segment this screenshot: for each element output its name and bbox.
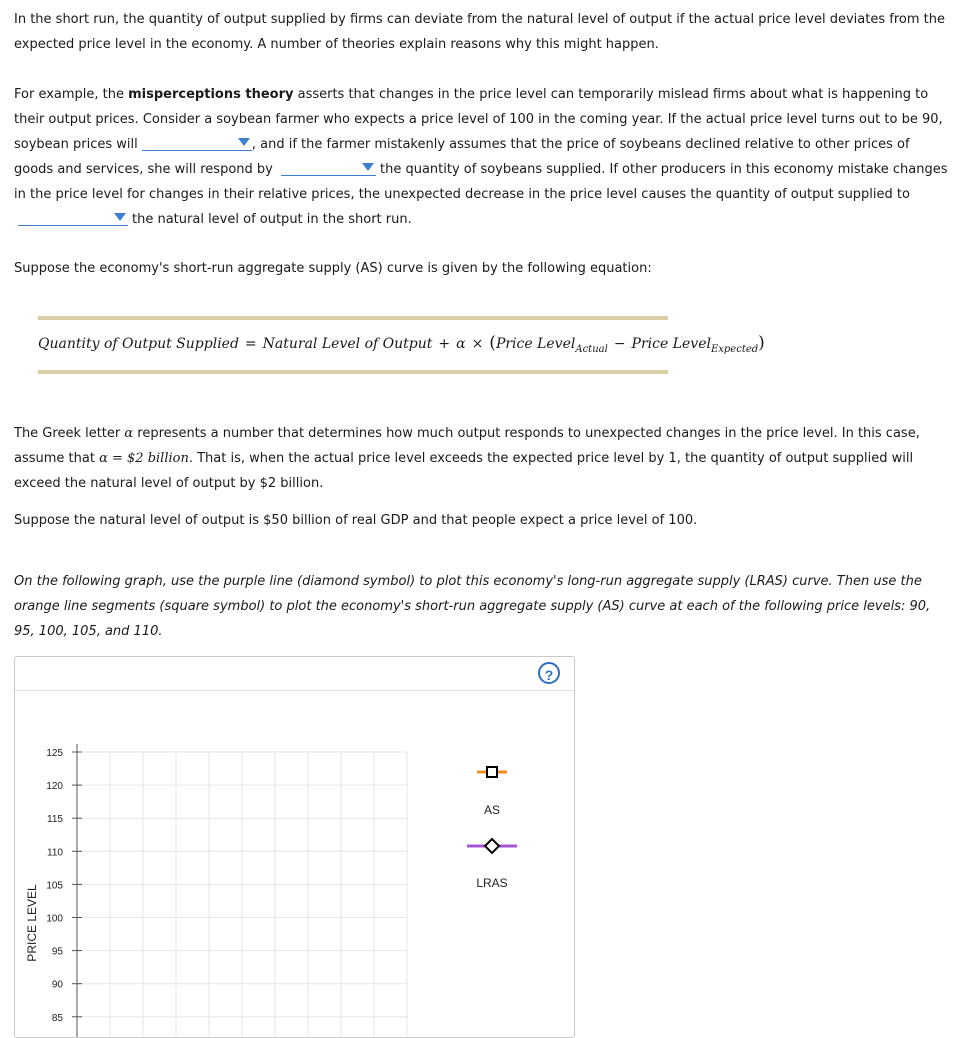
example-text-1: For example, the	[14, 87, 129, 102]
equation-close-paren: )	[758, 333, 765, 353]
equation-plus: +	[438, 336, 451, 352]
equation-alpha: α	[456, 336, 466, 352]
intro-paragraph: In the short run, the quantity of output supplied by firms can deviate from the natural level of output if the actual price level deviates from the expected price level in the economy. A number of theories explain reasons why this might happen.	[14, 12, 945, 52]
question-circle-icon[interactable]: ?	[538, 662, 560, 684]
output-supplied-dropdown[interactable]	[18, 209, 128, 226]
equation-expected-sub: Expected	[710, 343, 759, 355]
alpha-text-1: The Greek letter	[14, 426, 125, 441]
equation-bottom-rule	[38, 370, 668, 374]
soybean-prices-dropdown[interactable]	[142, 134, 252, 151]
legend-as-label: AS	[483, 803, 501, 817]
misperceptions-paragraph	[14, 82, 949, 232]
equation-minus: −	[613, 336, 626, 352]
as-curve-intro: Suppose the economy's short-run aggregate supply (AS) curve is given by the following equation:	[14, 261, 652, 276]
y-tick-label: 90	[51, 979, 63, 991]
y-tick-label: 120	[46, 781, 63, 793]
example-text-5: the natural level of output in the short run.	[132, 212, 412, 227]
farmer-response-dropdown[interactable]	[281, 159, 376, 176]
equation-actual-sub: Actual	[575, 343, 608, 355]
chart-grid	[77, 752, 407, 1037]
y-tick-label: 115	[47, 814, 63, 826]
example-text-4: the quantity of soybeans supplied. If other producers in this economy mistake changes in the price level for changes in their relative prices, the unexpected decrease in the price level causes the quantity of output supplied to	[14, 162, 948, 202]
equation-open-paren: (	[489, 333, 496, 353]
graph-panel	[14, 656, 575, 1038]
y-tick-label: 95	[51, 946, 63, 958]
alpha-symbol: α	[124, 426, 134, 441]
alpha-text-2: represents a number that determines how much output responds to unexpected changes in the price level. In this case, assume that	[14, 426, 920, 466]
alpha-paragraph	[14, 421, 949, 496]
chevron-down-icon	[114, 213, 126, 221]
equation-times: ×	[471, 336, 484, 352]
alpha-text-3: . That is, when the actual price level exceeds the expected price level by 1, the quantity of output supplied will exceed the natural level of output by $2 billion.	[14, 451, 914, 491]
equation-natural-level: Natural Level of Output	[262, 336, 433, 352]
legend-lras-diamond-icon[interactable]	[485, 839, 499, 853]
example-text-2: asserts that changes in the price level can temporarily mislead firms about what is happening to their output prices. Consider a soybean farmer who expects a price level of 100 in the coming year. If the actual price level turns out to be 90, soybean prices will	[14, 87, 943, 152]
graph-instructions: On the following graph, use the purple line (diamond symbol) to plot this economy's long-run aggregate supply (LRAS) curve. Then use the orange line segments (square symbol) to plot the economy's short-run aggregate supply (AS) curve at each of the following price levels: 90, 95, 100, 105, and 110.	[14, 574, 931, 639]
as-equation	[38, 333, 765, 355]
chevron-down-icon	[362, 163, 374, 171]
equation-price-actual: Price Level	[495, 336, 576, 352]
legend-lras-label: LRAS	[476, 876, 508, 890]
y-tick-label: 100	[46, 913, 63, 925]
equation-equals: =	[244, 336, 257, 352]
alpha-value: α = $2 billion	[99, 451, 189, 466]
chevron-down-icon	[238, 138, 250, 146]
y-tick-label: 125	[46, 748, 63, 759]
misperceptions-theory-term: misperceptions theory	[128, 87, 294, 102]
equation-lhs: Quantity of Output Supplied	[38, 336, 239, 352]
legend-as-square-icon[interactable]	[487, 767, 497, 777]
y-axis-label: PRICE LEVEL	[25, 884, 39, 962]
example-text-3: , and if the farmer mistakenly assumes that the price of soybeans declined relative to other prices of goods and services, she will respond by	[14, 137, 910, 177]
y-tick-label: 85	[51, 1012, 63, 1024]
price-level-chart[interactable]	[15, 657, 574, 1037]
y-tick-label: 110	[47, 847, 63, 859]
equation-price-expected: Price Level	[631, 336, 711, 352]
equation-top-rule	[38, 316, 668, 320]
chart-legend	[467, 767, 517, 890]
natural-output-paragraph: Suppose the natural level of output is $50 billion of real GDP and that people expect a price level of 100.	[14, 513, 698, 528]
y-tick-label: 105	[46, 880, 63, 892]
